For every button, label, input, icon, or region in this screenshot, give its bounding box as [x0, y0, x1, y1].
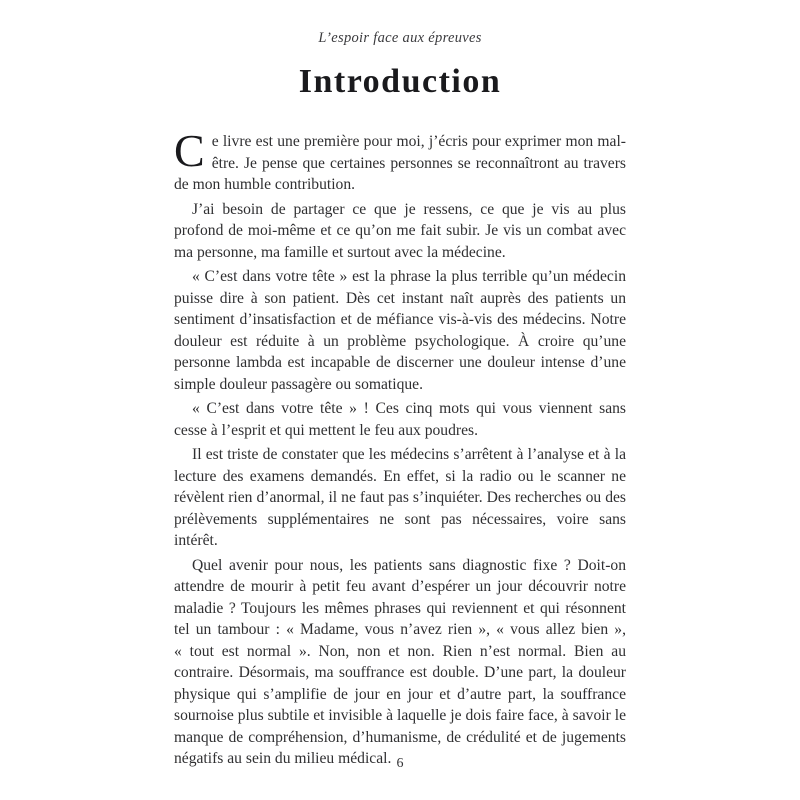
running-header: L’espoir face aux épreuves — [318, 30, 482, 46]
body-paragraph: Quel avenir pour nous, les patients sans diagnostic fixe ? Doit-on attendre de mourir à petit feu avant d’espérer un jour découvrir notre maladie ? Toujours les mêmes phrases qui reviennent et qui résonnent tel un tambour : « Madame, vous n’avez rien », « vous allez bien », « tout est normal ». Non, non et non. Rien n’est normal. Bien au contraire. Désormais, ma souffrance est double. D’une part, la douleur physique qui s’amplifie de jour en jour et d’autre part, la souffrance sournoise plus subtile et invisible à laquelle je dois faire face, à savoir le manque de compréhension, d’humanisme, de crédulité et de jugements négatifs au sein du milieu médical. — [174, 556, 626, 767]
chapter-title: Introduction — [298, 63, 502, 100]
body-paragraph: « C’est dans votre tête » est la phrase la plus terrible qu’un médecin puisse dire à son patient. Dès cet instant naît auprès des patients un sentiment d’insatisfaction et de méfiance vis-à-vis des médecins. Notre douleur est réduite à un problème psychologique. À croire qu’une personne lambda est incapable de discerner une douleur intense d’une simple douleur passagère ou somatique. — [174, 268, 626, 393]
body-paragraph — [174, 125, 626, 196]
drop-cap: C — [174, 125, 205, 176]
body-paragraph: J’ai besoin de partager ce que je ressens, ce que je vis au plus profond de moi-même et ce qu’on me fait subir. Je vis un combat avec ma personne, ma famille et surtout avec la médecine. — [174, 200, 626, 261]
body-paragraph: Il est triste de constater que les médecins s’arrêtent à l’analyse et à la lecture des examens demandés. En effet, si la radio ou le scanner ne révèlent rien d’anormal, il ne faut pas s’inquiéter. Des recherches ou des prélèvements supplémentaires ne sont pas nécessaires, voire sans intérêt. — [174, 446, 626, 549]
body-paragraph: « C’est dans votre tête » ! Ces cinq mots qui vous viennent sans cesse à l’esprit et qui mettent le feu aux poudres. — [174, 400, 626, 439]
paragraph-text: e livre est une première pour moi, j’écris pour exprimer mon mal-être. Je pense que certaines personnes se reconnaîtront au travers de mon humble contribution. — [174, 133, 626, 193]
body-text — [174, 125, 626, 770]
page-number: 6 — [396, 756, 404, 771]
